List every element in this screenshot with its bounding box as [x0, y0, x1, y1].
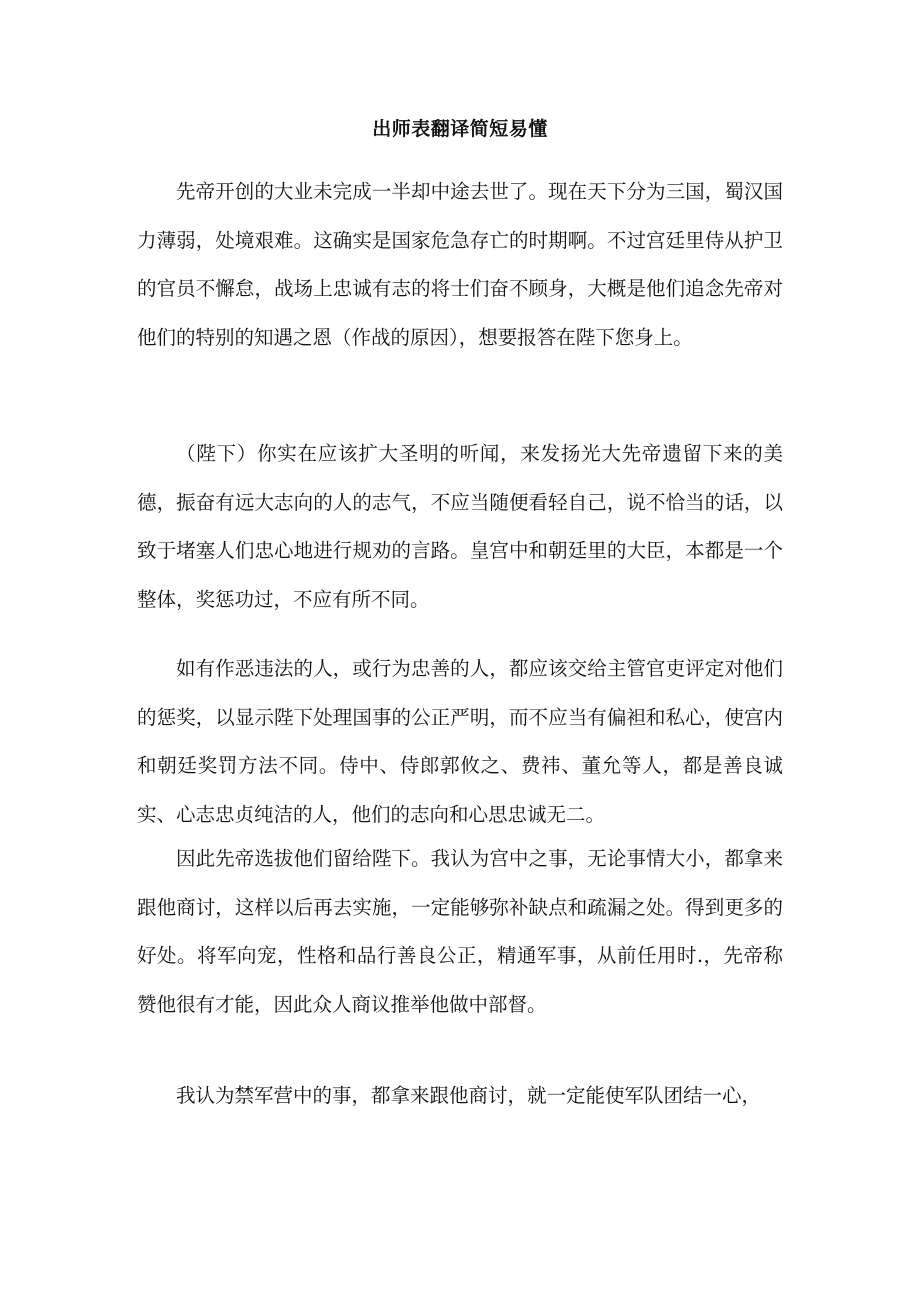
paragraph-2: （陛下）你实在应该扩大圣明的听闻，来发扬光大先帝遗留下来的美德，振奋有远大志向的人的志气，不应当随便看轻自己，说不恰当的话，以致于堵塞人们忠心地进行规劝的言路。皇宫中和朝廷里的大臣，本都是一个整体，奖惩功过，不应有所不同。	[137, 442, 783, 611]
paragraph-1: 先帝开创的大业未完成一半却中途去世了。现在天下分为三国，蜀汉国力薄弱，处境艰难。这确实是国家危急存亡的时期啊。不过宫廷里侍从护卫的官员不懈怠，战场上忠诚有志的将士们奋不顾身，大概是他们追念先帝对他们的特别的知遇之恩（作战的原因），想要报答在陛下您身上。	[137, 180, 783, 349]
paragraph-4: 因此先帝选拔他们留给陛下。我认为宫中之事，无论事情大小，都拿来跟他商讨，这样以后再去实施，一定能够弥补缺点和疏漏之处。得到更多的好处。将军向宠，性格和品行善良公正，精通军事，从前任用时.，先帝称赞他很有才能，因此众人商议推举他做中部督。	[137, 847, 783, 1016]
document-title: 出师表翻译简短易懂	[372, 118, 548, 140]
paragraph-5: 我认为禁军营中的事，都拿来跟他商讨，就一定能使军队团结一心，	[176, 1084, 762, 1107]
paragraph-3: 如有作恶违法的人，或行为忠善的人，都应该交给主管官吏评定对他们的惩奖，以显示陛下处理国事的公正严明，而不应当有偏袒和私心，使宫内和朝廷奖罚方法不同。侍中、侍郎郭攸之、费祎、董允等人，都是善良诚实、心志忠贞纯洁的人，他们的志向和心思忠诚无二。	[137, 657, 783, 826]
